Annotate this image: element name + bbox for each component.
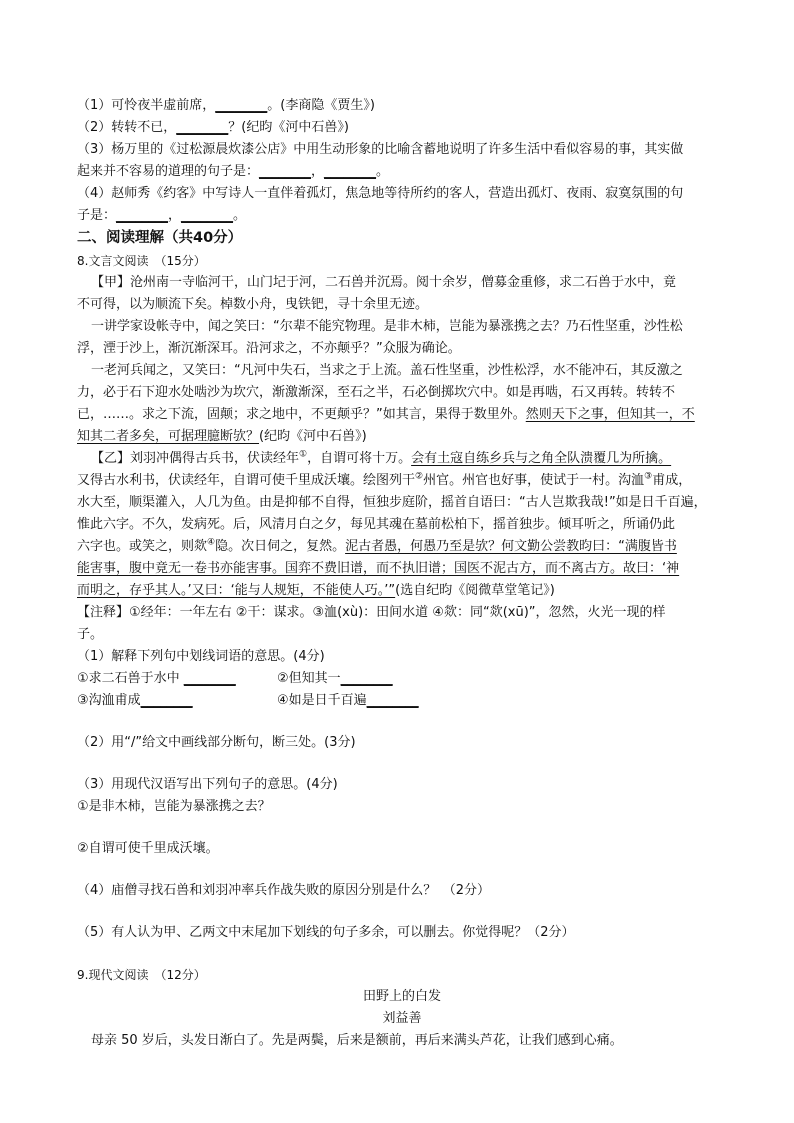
note-mark: ② [415, 471, 424, 482]
article-title: 田野上的白发 [362, 989, 441, 1004]
section-title: 二、阅读理解（共40分） [77, 230, 243, 246]
text: （2）转转不已， [77, 120, 177, 135]
yi-line [77, 536, 727, 558]
notes-line: 【注释】①经年：一年左右 ②干：谋求。③洫(xù)：田间水道 ④欻：同“欻(xū)”，忽然，火光一现的样 [77, 605, 666, 620]
fill-in-3-cont [77, 161, 727, 183]
answer-blank: ________ [215, 98, 268, 113]
text: （1）可怜夜半虚前席， [77, 98, 216, 113]
fill-in-1 [77, 95, 727, 117]
jia-line: 一讲学家设帐寺中，闻之笑曰：“尔辈不能究物理。是非木柿，岂能为暴涨携之去？乃石性坚重，沙性松 [91, 319, 683, 334]
fill-in-2 [77, 117, 727, 139]
text: 隐。次日伺之，复然。 [215, 539, 346, 554]
text: 。 [233, 208, 247, 223]
underlined-text: 会有土寇自练乡兵与之角全队溃覆几为所擒。 [411, 451, 672, 466]
jia-line: 一老河兵闻之，又笑曰：“凡河中失石，当求之于上流。盖石性坚重，沙性松浮，水不能冲石，其反激之 [91, 363, 683, 378]
question-4: （4）庙僧寻找石兽和刘羽冲率兵作战失败的原因分别是什么？ （2分） [77, 883, 491, 898]
fill-in-4-cont [77, 205, 727, 227]
underlined-text: 然则天下之事，但知其一，不 [525, 407, 695, 422]
answer-blank: ________ [340, 671, 393, 686]
source: (纪昀《河中石兽》) [259, 429, 367, 444]
question-3-s2: ②自谓可使千里成沃壤。 [77, 841, 219, 856]
yi-line [77, 580, 727, 602]
yi-line [77, 558, 727, 580]
item: ①求二石兽于水中 [77, 671, 180, 686]
text: 。 [376, 164, 390, 179]
item: ②但知其一 [277, 671, 341, 686]
text: 【乙】刘羽冲偶得古兵书，伏读经年 [91, 451, 300, 466]
question-1-title: （1）解释下列句中划线词语的意思。(4分) [77, 649, 325, 664]
text: 甫成， [652, 473, 692, 488]
underlined-text: 泥古者愚，何愚乃至是欤？何文勤公尝教昀曰：“满腹皆书 [345, 539, 677, 554]
jia-line: 力，必于石下迎水处啮沙为坎穴，渐激渐深，至石之半，石必倒掷坎穴中。如是再啮，石又再转。转转不 [77, 385, 676, 400]
note-mark: ④ [207, 537, 216, 548]
jia-line: 【甲】沧州南一寺临河干，山门圮于河，二石兽并沉焉。阅十余岁，僧募金重修，求二石兽于水中，竟 [91, 275, 677, 290]
text: ？(纪昀《河中石兽》) [228, 120, 349, 135]
question-3-s1: ①是非木柿，岂能为暴涨携之去？ [77, 799, 271, 814]
jia-line [77, 426, 727, 448]
notes-line: 子。 [77, 627, 104, 642]
yi-line [77, 470, 727, 492]
question-8-title: 8.文言文阅读 （15分） [77, 254, 206, 268]
note-mark: ③ [644, 471, 653, 482]
question-1-row [77, 690, 727, 712]
answer-blank: ________ [176, 120, 229, 135]
jia-line: 浮，湮于沙上，渐沉渐深耳。沿河求之，不亦颠乎？”众服为确论。 [77, 341, 461, 356]
answer-blank: ________ [116, 208, 169, 223]
question-1-row [77, 668, 727, 690]
answer-blank: ________ [366, 693, 419, 708]
text: （4）赵师秀《约客》中写诗人一直伴着孤灯，焦急地等待所约的客人，营造出孤灯、夜雨、寂寞氛围的句 [77, 186, 684, 201]
question-5: （5）有人认为甲、乙两文中末尾加下划线的句子多余，可以删去。你觉得呢？（2分） [77, 925, 575, 940]
text: 又得古水利书，伏读经年，自谓可使千里成沃壤。绘图列干 [77, 473, 416, 488]
jia-line: 不可得，以为顺流下矣。棹数小舟，曳铁钯，寻十余里无迹。 [77, 297, 429, 312]
underlined-text: 而明之，存乎其人。’又曰：‘能与人规矩，不能使人巧。’” [77, 583, 396, 598]
question-3-title: （3）用现代汉语写出下列句子的意思。(4分) [77, 777, 338, 792]
fill-in-3 [77, 139, 727, 161]
page-content [77, 95, 727, 1052]
text: ，自谓可将十万。 [307, 451, 412, 466]
item: ③沟洫甫成 [77, 693, 141, 708]
underlined-text: 知其二者多矣，可据理臆断欤？ [77, 429, 260, 444]
answer-blank: ________ [140, 693, 193, 708]
note-mark: ① [299, 449, 308, 460]
underlined-text: 能害事，腹中竟无一卷书亦能害事。国弈不费旧谱，而不执旧谱；国医不泥古方，而不离古方。故曰：‘神 [77, 561, 680, 576]
question-2: （2）用“/”给文中画线部分断句，断三处。(3分) [77, 735, 356, 750]
yi-line: 水大至，顺渠灌入，人几为鱼。由是抑郁不自得，恒独步庭阶，摇首自语曰：“古人岂欺我哉!”如是日千百遍， [77, 495, 707, 510]
source: (选自纪昀《阅微草堂笔记》) [395, 583, 555, 598]
article-author: 刘益善 [382, 1011, 422, 1026]
text: 子是： [77, 208, 117, 223]
question-9-title: 9.现代文阅读 （12分） [77, 968, 206, 982]
answer-blank: ________ [181, 208, 234, 223]
answer-blank: ________ [183, 671, 236, 686]
fill-in-4 [77, 183, 727, 205]
text: 州官。州官也好事，使试于一村。沟洫 [423, 473, 645, 488]
text: 已，……。求之下流，固颠；求之地中，不更颠乎？”如其言，果得于数里外。 [77, 407, 526, 422]
text: （3）杨万里的《过松源晨炊漆公店》中用生动形象的比喻含蓄地说明了许多生活中看似容易的事，其实做 [77, 142, 684, 157]
answer-blank: ________ [259, 164, 312, 179]
yi-line [77, 448, 727, 470]
item: ④如是日千百遍 [277, 693, 367, 708]
yi-line: 惟此六字。不久，发病死。后，风清月白之夕，每见其魂在墓前松柏下，摇首独步。倾耳听之，所诵仍此 [77, 517, 676, 532]
text: 。(李商隐《贾生》) [267, 98, 375, 113]
jia-line [77, 404, 727, 426]
answer-blank: ________ [324, 164, 377, 179]
text: 起来并不容易的道理的句子是： [77, 164, 260, 179]
article-paragraph: 母亲 50 岁后，头发日渐白了。先是两鬓，后来是额前，再后来满头芦花，让我们感到心痛。 [91, 1033, 623, 1048]
text: 六字也。或笑之，则欻 [77, 539, 208, 554]
text: ， [311, 164, 325, 179]
text: ， [168, 208, 182, 223]
